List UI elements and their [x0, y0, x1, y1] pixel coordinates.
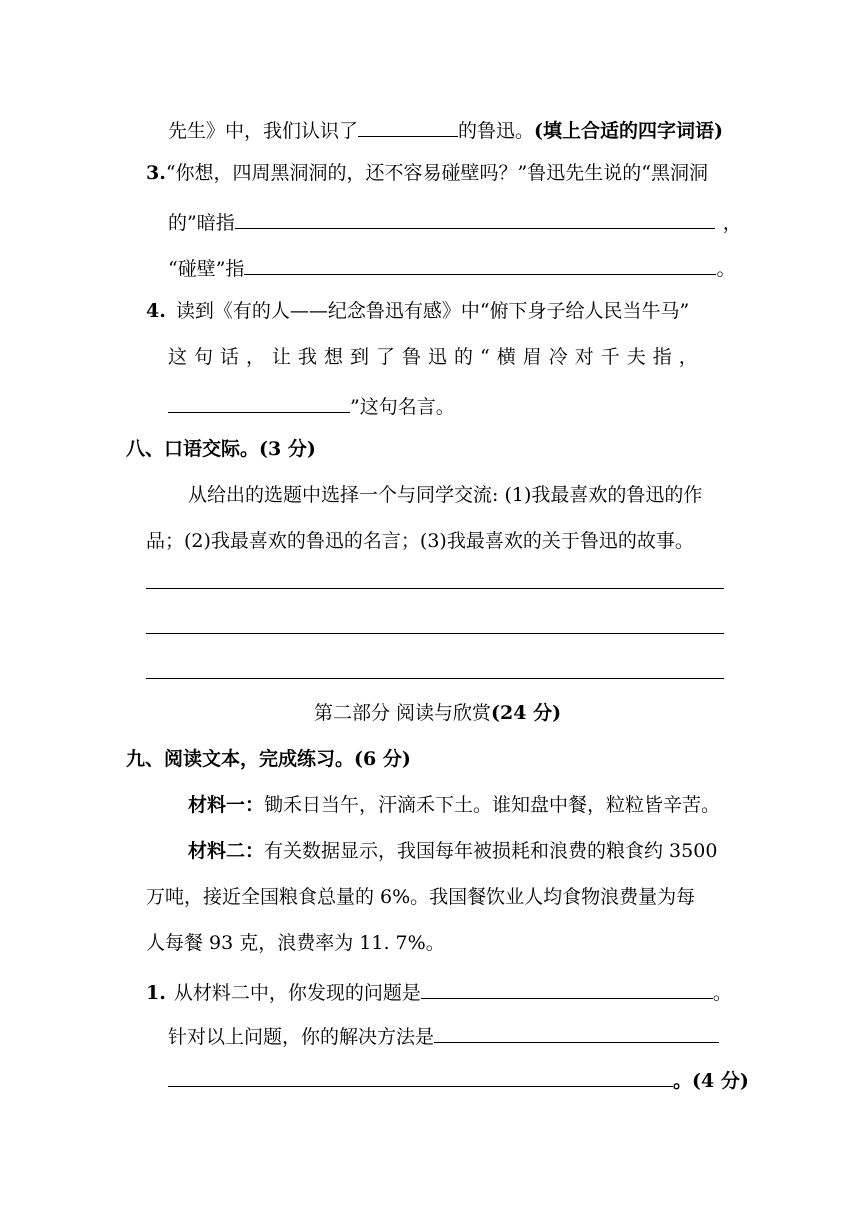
section8-prompt-line2: 品；(2)我最喜欢的鲁迅的名言；(3)我最喜欢的关于鲁迅的故事。 — [146, 530, 694, 552]
q2-answer-blank[interactable] — [358, 118, 458, 137]
s9-q1-answer-blank-1[interactable] — [421, 980, 713, 999]
s9-q1-answer-blank-3[interactable] — [168, 1068, 673, 1087]
section8-heading — [126, 440, 316, 459]
material1-text: 锄禾日当午，汗滴禾下土。谁知盘中餐，粒粒皆辛苦。 — [264, 794, 721, 816]
q3-line3-prefix: “碰壁”指 — [168, 258, 245, 280]
q2-tail-after: 的鲁迅。 — [458, 120, 535, 142]
q3-number: 3. — [146, 162, 166, 184]
material2-line3: 人每餐 93 克，浪费率为 11. 7%。 — [146, 932, 445, 954]
part2-heading — [314, 704, 561, 723]
q4-line3-after: ”这句名言。 — [350, 396, 455, 418]
section9-title: 九、阅读文本，完成练习。 — [126, 748, 355, 770]
s9-q1-text: 从材料二中，你发现的问题是 — [173, 982, 421, 1004]
answer-line-1[interactable] — [146, 588, 724, 589]
q3-text: “你想，四周黑洞洞的，还不容易碰壁吗？”鲁迅先生说的“黑洞洞 — [165, 162, 708, 184]
s9-q1-line1 — [146, 980, 732, 1003]
q3-line3 — [168, 256, 735, 279]
q4-text: 读到《有的人——纪念鲁迅有感》中“俯下身子给人民当牛马” — [175, 300, 690, 322]
part2-title: 第二部分 阅读与欣赏 — [314, 702, 492, 724]
s9-q1-end: 。 — [712, 982, 732, 1004]
q4-answer-blank[interactable] — [168, 394, 350, 413]
section9-score: (6 分) — [354, 748, 411, 770]
s9-q1-answer-blank-2[interactable] — [434, 1024, 719, 1043]
section8-prompt-line1: 从给出的选题中选择一个与同学交流: (1)我最喜欢的鲁迅的作 — [188, 484, 703, 506]
q3-line1 — [146, 164, 708, 183]
answer-line-3[interactable] — [146, 678, 724, 679]
q4-line2-text: 这句话，让我想到了鲁迅的“横眉冷对千夫指， — [168, 346, 705, 368]
q3-line2 — [168, 210, 742, 233]
part2-score: (24 分) — [491, 702, 562, 724]
section8-title: 八、口语交际。 — [126, 438, 260, 460]
material2-line1: 材料二：有关数据显示，我国每年被损耗和浪费的粮食约 3500 — [188, 840, 718, 862]
q3-line3-end: 。 — [716, 258, 736, 280]
s9-q1-line2: 针对以上问题，你的解决方法是 — [168, 1024, 719, 1047]
q3-answer-blank-2[interactable] — [244, 256, 716, 275]
q4-line3 — [168, 394, 455, 417]
material1-label: 材料一： — [188, 794, 265, 816]
q2-tail-line — [168, 118, 723, 141]
q2-tail-note: (填上合适的四字词语) — [534, 120, 724, 142]
q3-answer-blank-1[interactable] — [235, 210, 715, 229]
answer-line-2[interactable] — [146, 633, 724, 634]
material1 — [188, 796, 720, 815]
q4-number: 4. — [146, 300, 166, 322]
s9-q1-line3 — [168, 1068, 749, 1091]
q3-line2-prefix: 的”暗指 — [168, 212, 235, 234]
q3-line2-end: ， — [722, 212, 742, 234]
section8-score: (3 分) — [259, 438, 316, 460]
material2-line2: 万吨，接近全国粮食总量的 6%。我国餐饮业人均食物浪费量为每 — [146, 886, 696, 908]
section9-heading — [126, 750, 411, 769]
s9-q1-number: 1. — [146, 982, 166, 1004]
q4-line2 — [168, 348, 705, 367]
material2-label: 材料二： — [188, 840, 265, 862]
q2-tail-before: 先生》中，我们认识了 — [168, 120, 359, 142]
s9-q1-line3-end: 。(4 分) — [673, 1070, 749, 1092]
q4-line1 — [146, 302, 689, 321]
